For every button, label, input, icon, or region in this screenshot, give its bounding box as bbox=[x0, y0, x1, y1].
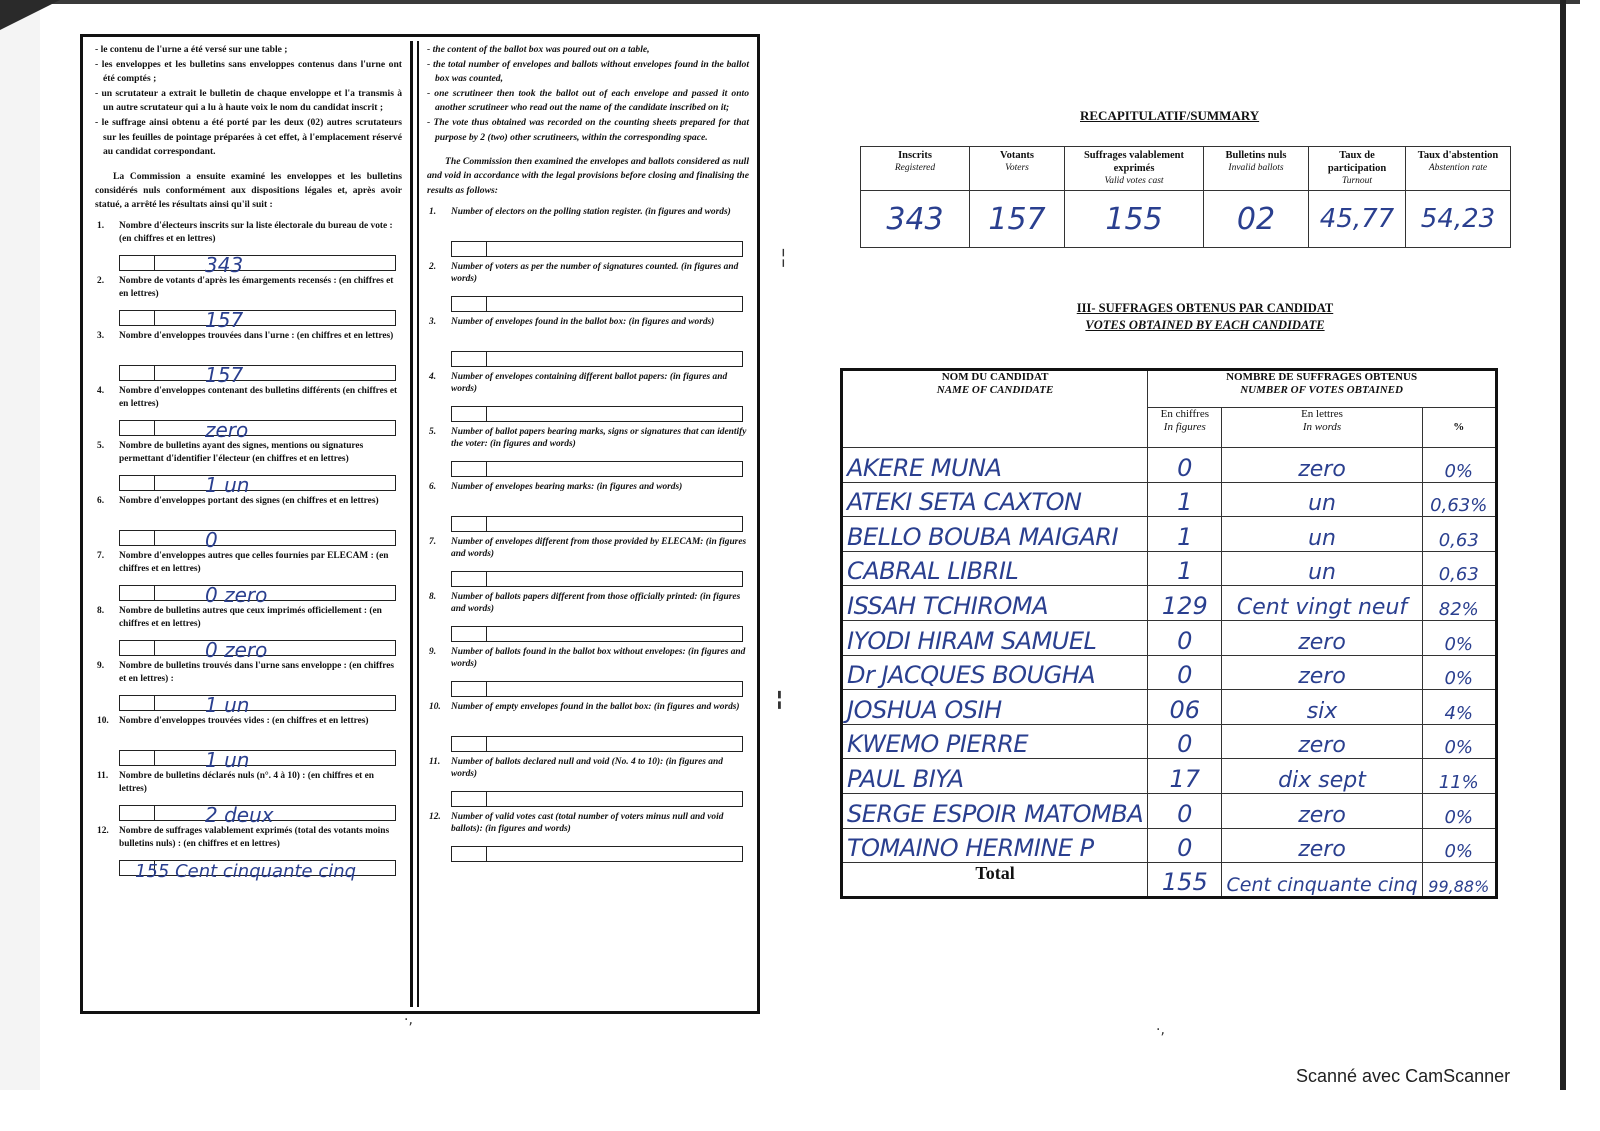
question-text bbox=[95, 550, 402, 575]
question-text bbox=[95, 385, 402, 410]
candidate-votes-words: Cent vingt neuf bbox=[1222, 586, 1422, 621]
english-bullet: - The vote thus obtained was recorded on the counting sheets prepared for that purpose by 2 (two) other scrutineers, within the corresponding space. bbox=[427, 116, 749, 143]
section-title-fr: III- SUFFRAGES OBTENUS PAR CANDIDAT bbox=[1076, 301, 1334, 315]
question-label: Number of valid votes cast (total number of voters minus null and void ballots): (in figures and words) bbox=[451, 811, 724, 835]
candidate-row bbox=[842, 655, 1497, 690]
answer-field[interactable] bbox=[119, 750, 396, 766]
question-text bbox=[427, 481, 749, 494]
question-label: Number of empty envelopes found in the ballot box: (in figures and words) bbox=[451, 701, 740, 712]
candidate-votes-figures: 0 bbox=[1148, 655, 1222, 690]
candidate-percent: 0% bbox=[1422, 793, 1496, 828]
candidate-name: SERGE ESPOIR MATOMBA bbox=[842, 793, 1148, 828]
question-text bbox=[427, 811, 749, 836]
question-number: 7. bbox=[429, 536, 437, 547]
handwritten-answer: zero bbox=[205, 418, 249, 443]
candidate-name: JOSHUA OSIH bbox=[842, 690, 1148, 725]
handwritten-answer: 157 bbox=[205, 363, 244, 388]
left-page-form bbox=[80, 34, 760, 1014]
candidate-row bbox=[842, 759, 1497, 794]
candidate-row bbox=[842, 828, 1497, 863]
candidate-votes-words: zero bbox=[1222, 724, 1422, 759]
total-figures: 155 bbox=[1148, 863, 1222, 898]
question-text bbox=[95, 770, 402, 795]
candidate-votes-words: zero bbox=[1222, 620, 1422, 655]
question-number: 12. bbox=[429, 811, 441, 822]
question-label: Number of envelopes bearing marks: (in figures and words) bbox=[451, 481, 683, 492]
question-number: 9. bbox=[97, 661, 105, 672]
candidate-row bbox=[842, 448, 1497, 483]
candidate-percent: 0% bbox=[1422, 724, 1496, 759]
form-question bbox=[427, 591, 749, 646]
answer-field[interactable] bbox=[451, 846, 743, 862]
handwritten-answer: 343 bbox=[205, 253, 244, 278]
candidate-percent: 4% bbox=[1422, 690, 1496, 725]
question-label: Nombre d'enveloppes autres que celles fournies par ELECAM : (en chiffres et en lettres) bbox=[119, 551, 389, 574]
form-question bbox=[95, 770, 402, 828]
answer-field[interactable] bbox=[451, 571, 743, 587]
candidate-votes-words: un bbox=[1222, 517, 1422, 552]
answer-field[interactable] bbox=[119, 475, 396, 491]
french-bullet: - le suffrage ainsi obtenu a été porté par les deux (02) autres scrutateurs sur les feuilles de pointage préparées à cet effet, à l'emplacement réservé au candidat correspondant. bbox=[95, 116, 402, 158]
question-number: 6. bbox=[429, 481, 437, 492]
page-edge-top bbox=[40, 0, 1580, 4]
question-label: Number of voters as per the number of signatures counted. (in figures and words) bbox=[451, 261, 739, 285]
question-text bbox=[95, 660, 402, 685]
form-question bbox=[427, 811, 749, 866]
header-fr: Suffrages valablement exprimés bbox=[1083, 150, 1185, 174]
candidate-votes-words: zero bbox=[1222, 448, 1422, 483]
question-label: Number of envelopes containing different ballot papers: (in figures and words) bbox=[451, 371, 728, 395]
answer-field[interactable] bbox=[119, 530, 396, 546]
header-en: In words bbox=[1302, 421, 1342, 433]
summary-header-valid bbox=[1065, 147, 1204, 191]
form-question bbox=[95, 385, 402, 443]
candidate-name: AKERE MUNA bbox=[842, 448, 1148, 483]
summary-table bbox=[860, 146, 1511, 248]
question-number: 4. bbox=[97, 386, 105, 397]
handwritten-answer: 0 zero bbox=[205, 583, 268, 608]
column-header-figures bbox=[1148, 408, 1222, 448]
english-bullet: - one scrutineer then took the ballot out of each envelope and passed it onto another scrutineer who read out the name of the candidate inscribed on it; bbox=[427, 87, 749, 114]
summary-value-voters: 157 bbox=[970, 191, 1065, 248]
candidate-votes-figures: 0 bbox=[1148, 448, 1222, 483]
handwritten-answer: 1 un bbox=[205, 693, 250, 718]
question-text bbox=[95, 495, 402, 508]
candidate-row bbox=[842, 620, 1497, 655]
french-procedure-list bbox=[95, 43, 402, 160]
candidate-name: CABRAL LIBRIL bbox=[842, 551, 1148, 586]
form-question bbox=[427, 371, 749, 426]
form-question bbox=[95, 495, 402, 553]
form-question bbox=[95, 605, 402, 663]
candidate-votes-figures: 0 bbox=[1148, 793, 1222, 828]
summary-value-abstention: 54,23 bbox=[1406, 191, 1511, 248]
question-text bbox=[95, 440, 402, 465]
header-en: Abstention rate bbox=[1428, 163, 1488, 173]
form-question bbox=[427, 701, 749, 756]
candidate-name: ISSAH TCHIROMA bbox=[842, 586, 1148, 621]
summary-header-voters bbox=[970, 147, 1065, 191]
header-en: Turnout bbox=[1341, 176, 1373, 186]
question-label: Nombre d'enveloppes trouvées dans l'urne : (en chiffres et en lettres) bbox=[119, 331, 394, 342]
question-number: 5. bbox=[429, 426, 437, 437]
candidate-percent: 0,63% bbox=[1422, 482, 1496, 517]
candidate-votes-figures: 0 bbox=[1148, 620, 1222, 655]
answer-field[interactable] bbox=[451, 516, 743, 532]
header-fr: Bulletins nuls bbox=[1225, 150, 1287, 161]
section-title bbox=[1040, 300, 1370, 334]
handwritten-answer: 1 un bbox=[205, 748, 250, 773]
question-label: Number of envelopes different from those provided by ELECAM: (in figures and words) bbox=[451, 536, 747, 560]
header-fr: Inscrits bbox=[898, 150, 932, 161]
answer-field[interactable] bbox=[451, 461, 743, 477]
header-fr: Taux de participation bbox=[1327, 150, 1387, 174]
question-label: Nombre de bulletins trouvés dans l'urne sans enveloppe : (en chiffres et en lettres) : bbox=[119, 661, 395, 684]
question-label: Nombre de bulletins ayant des signes, mentions ou signatures permettant d'identifier l'électeur (en chiffres et en lettres) bbox=[119, 441, 364, 464]
question-text bbox=[427, 646, 749, 671]
summary-header-invalid bbox=[1204, 147, 1309, 191]
page-edge-right bbox=[1560, 0, 1566, 1090]
question-number: 10. bbox=[97, 716, 109, 727]
candidate-votes-words: zero bbox=[1222, 828, 1422, 863]
header-fr: En chiffres bbox=[1160, 408, 1209, 420]
margin-mark: ╏ bbox=[774, 690, 785, 711]
question-label: Nombre de votants d'après les émargements recensés : (en chiffres et en lettres) bbox=[119, 276, 394, 299]
question-label: Nombre de suffrages valablement exprimés (total des votants moins bulletins nuls) : (en chiffres et en lettres) bbox=[119, 826, 390, 849]
candidate-name: BELLO BOUBA MAIGARI bbox=[842, 517, 1148, 552]
candidate-row bbox=[842, 793, 1497, 828]
question-text bbox=[427, 261, 749, 286]
candidates-table bbox=[840, 368, 1498, 899]
handwritten-answer: 157 bbox=[205, 308, 244, 333]
question-number: 2. bbox=[97, 276, 105, 287]
header-fr: Taux d'abstention bbox=[1417, 150, 1499, 161]
question-text bbox=[427, 536, 749, 561]
french-bullet: - le contenu de l'urne a été versé sur une table ; bbox=[95, 44, 288, 55]
header-en: Invalid ballots bbox=[1228, 163, 1284, 173]
question-number: 3. bbox=[97, 331, 105, 342]
form-question bbox=[95, 825, 402, 883]
header-fr: NOM DU CANDIDAT bbox=[941, 371, 1049, 383]
candidate-votes-figures: 1 bbox=[1148, 482, 1222, 517]
english-bullet: - the content of the ballot box was poured out on a table, bbox=[427, 44, 650, 55]
column-header-votes bbox=[1148, 370, 1497, 408]
answer-field[interactable] bbox=[451, 791, 743, 807]
summary-value-invalid: 02 bbox=[1204, 191, 1309, 248]
handwritten-answer: 2 deux bbox=[205, 803, 274, 828]
summary-header-registered bbox=[861, 147, 970, 191]
question-text bbox=[427, 206, 749, 219]
question-number: 8. bbox=[429, 591, 437, 602]
form-question bbox=[95, 220, 402, 278]
candidate-name: TOMAINO HERMINE P bbox=[842, 828, 1148, 863]
question-label: Nombre d'enveloppes portant des signes (en chiffres et en lettres) bbox=[119, 496, 379, 507]
candidate-votes-figures: 1 bbox=[1148, 551, 1222, 586]
french-bullet: - un scrutateur a extrait le bulletin de chaque enveloppe et l'a transmis à un autre scrutateur qui a lu à haute voix le nom du candidat inscrit ; bbox=[95, 87, 402, 114]
header-en: Registered bbox=[894, 163, 936, 173]
answer-field[interactable] bbox=[119, 255, 396, 271]
candidate-votes-words: zero bbox=[1222, 655, 1422, 690]
form-question bbox=[427, 481, 749, 536]
question-label: Number of envelopes found in the ballot box: (in figures and words) bbox=[451, 316, 715, 327]
form-question bbox=[95, 660, 402, 718]
summary-value-valid: 155 bbox=[1065, 191, 1204, 248]
handwritten-answer: 1 un bbox=[205, 473, 250, 498]
answer-field[interactable] bbox=[451, 241, 743, 257]
answer-field[interactable] bbox=[119, 310, 396, 326]
scan-speck: ·, bbox=[404, 1012, 413, 1028]
form-question bbox=[427, 756, 749, 811]
answer-field[interactable] bbox=[119, 420, 396, 436]
header-fr: En lettres bbox=[1301, 408, 1343, 420]
answer-field[interactable] bbox=[451, 351, 743, 367]
question-label: Number of ballots found in the ballot box without envelopes: (in figures and words) bbox=[451, 646, 746, 670]
candidate-votes-words: six bbox=[1222, 690, 1422, 725]
column-header-words bbox=[1222, 408, 1422, 448]
question-number: 7. bbox=[97, 551, 105, 562]
form-question bbox=[427, 646, 749, 701]
scan-speck: ·, bbox=[1156, 1022, 1165, 1038]
question-label: Nombre d'électeurs inscrits sur la liste électorale du bureau de vote : (en chiffres et en lettres) bbox=[119, 221, 393, 244]
candidate-votes-figures: 06 bbox=[1148, 690, 1222, 725]
question-number: 9. bbox=[429, 646, 437, 657]
candidate-percent: 0% bbox=[1422, 655, 1496, 690]
candidate-row bbox=[842, 724, 1497, 759]
question-text bbox=[427, 426, 749, 451]
summary-title: RECAPITULATIF/SUMMARY bbox=[1080, 108, 1260, 123]
question-label: Number of ballots papers different from those officially printed: (in figures and words) bbox=[451, 591, 741, 615]
question-number: 2. bbox=[429, 261, 437, 272]
question-number: 11. bbox=[97, 771, 109, 782]
question-number: 1. bbox=[97, 221, 105, 232]
header-fr: NOMBRE DE SUFFRAGES OBTENUS bbox=[1226, 371, 1418, 383]
summary-header-abstention bbox=[1406, 147, 1511, 191]
question-number: 4. bbox=[429, 371, 437, 382]
form-question bbox=[427, 261, 749, 316]
candidate-votes-words: un bbox=[1222, 551, 1422, 586]
form-question bbox=[427, 206, 749, 261]
candidate-percent: 0,63 bbox=[1422, 551, 1496, 586]
question-number: 1. bbox=[429, 206, 437, 217]
question-number: 11. bbox=[429, 756, 441, 767]
header-en: Valid votes cast bbox=[1104, 176, 1164, 186]
answer-field[interactable] bbox=[451, 296, 743, 312]
handwritten-answer: 155 Cent cinquante cinq bbox=[135, 861, 357, 883]
candidate-name: Dr JACQUES BOUGHA bbox=[842, 655, 1148, 690]
candidate-name: KWEMO PIERRE bbox=[842, 724, 1148, 759]
total-percent: 99,88% bbox=[1422, 863, 1496, 898]
english-column bbox=[417, 41, 757, 1007]
candidate-name: IYODI HIRAM SAMUEL bbox=[842, 620, 1148, 655]
question-text bbox=[95, 220, 402, 245]
question-label: Number of ballots declared null and void (No. 4 to 10): (in figures and words) bbox=[451, 756, 723, 780]
question-text bbox=[427, 591, 749, 616]
header-en: NUMBER OF VOTES OBTAINED bbox=[1240, 384, 1403, 396]
english-questions bbox=[427, 206, 749, 866]
summary-header-turnout bbox=[1309, 147, 1406, 191]
french-intro: La Commission a ensuite examiné les enveloppes et les bulletins considérés nuls conformément aux dispositions légales et, après avoir statué, a arrêté les résultats ainsi qu'il suit : bbox=[95, 170, 402, 211]
question-number: 6. bbox=[97, 496, 105, 507]
question-label: Nombre de bulletins déclarés nuls (n°. 4 à 10) : (en chiffres et en lettres) bbox=[119, 771, 374, 794]
candidate-percent: 0% bbox=[1422, 828, 1496, 863]
margin-mark: ╎ bbox=[778, 248, 789, 269]
question-text bbox=[427, 316, 749, 329]
question-text bbox=[427, 701, 749, 714]
question-text bbox=[427, 756, 749, 781]
form-question bbox=[95, 550, 402, 608]
candidate-name: ATEKI SETA CAXTON bbox=[842, 482, 1148, 517]
column-header-percent: % bbox=[1422, 408, 1496, 448]
column-header-name bbox=[842, 370, 1148, 448]
candidate-row bbox=[842, 690, 1497, 725]
form-question bbox=[95, 715, 402, 773]
question-number: 12. bbox=[97, 826, 109, 837]
english-bullet: - the total number of envelopes and ballots without envelopes found in the ballot box was counted, bbox=[427, 58, 749, 85]
candidate-votes-words: dix sept bbox=[1222, 759, 1422, 794]
answer-field[interactable] bbox=[119, 365, 396, 381]
candidate-row bbox=[842, 482, 1497, 517]
question-label: Number of ballot papers bearing marks, signs or signatures that can identify the voter: (in figures and words) bbox=[451, 426, 747, 450]
header-en: In figures bbox=[1163, 421, 1206, 433]
french-bullet: - les enveloppes et les bulletins sans enveloppes contenus dans l'urne ont été comptés ; bbox=[95, 58, 402, 85]
question-text bbox=[95, 715, 402, 728]
question-label: Nombre d'enveloppes trouvées vides : (en chiffres et en lettres) bbox=[119, 716, 369, 727]
french-column bbox=[87, 41, 413, 1007]
candidate-votes-figures: 1 bbox=[1148, 517, 1222, 552]
answer-field[interactable] bbox=[451, 406, 743, 422]
answer-field[interactable] bbox=[451, 736, 743, 752]
header-en: Voters bbox=[1005, 163, 1029, 173]
form-question bbox=[427, 316, 749, 371]
question-label: Nombre de bulletins autres que ceux imprimés officiellement : (en chiffres et en lettres) bbox=[119, 606, 382, 629]
summary-value-turnout: 45,77 bbox=[1309, 191, 1406, 248]
form-question bbox=[95, 330, 402, 388]
candidate-rows bbox=[842, 448, 1497, 863]
total-words: Cent cinquante cinq bbox=[1222, 863, 1422, 898]
question-label: Number of electors on the polling station register. (in figures and words) bbox=[451, 206, 731, 217]
summary-value-registered: 343 bbox=[861, 191, 970, 248]
question-text bbox=[95, 605, 402, 630]
answer-field[interactable] bbox=[451, 626, 743, 642]
candidate-row bbox=[842, 551, 1497, 586]
page-edge-left bbox=[0, 0, 40, 1090]
camscanner-watermark: Scanné avec CamScanner bbox=[1296, 1066, 1511, 1086]
candidate-percent: 0% bbox=[1422, 620, 1496, 655]
form-question bbox=[427, 536, 749, 591]
french-questions bbox=[95, 220, 402, 883]
question-text bbox=[427, 371, 749, 396]
question-number: 10. bbox=[429, 701, 441, 712]
candidate-votes-figures: 0 bbox=[1148, 828, 1222, 863]
header-en: NAME OF CANDIDATE bbox=[936, 384, 1054, 396]
candidate-percent: 0% bbox=[1422, 448, 1496, 483]
candidate-votes-words: zero bbox=[1222, 793, 1422, 828]
candidate-percent: 11% bbox=[1422, 759, 1496, 794]
candidate-votes-words: un bbox=[1222, 482, 1422, 517]
candidate-votes-figures: 129 bbox=[1148, 586, 1222, 621]
answer-field[interactable] bbox=[451, 681, 743, 697]
candidate-votes-figures: 17 bbox=[1148, 759, 1222, 794]
question-number: 8. bbox=[97, 606, 105, 617]
candidate-percent: 0,63 bbox=[1422, 517, 1496, 552]
question-text bbox=[95, 275, 402, 300]
english-intro: The Commission then examined the envelopes and ballots considered as null and void in accordance with the legal provisions before closing and finalising the results as follows: bbox=[427, 156, 749, 196]
handwritten-answer: 0 zero bbox=[205, 638, 268, 663]
english-procedure-list bbox=[427, 43, 749, 145]
candidate-row bbox=[842, 586, 1497, 621]
question-text bbox=[95, 330, 402, 343]
candidate-votes-figures: 0 bbox=[1148, 724, 1222, 759]
question-number: 5. bbox=[97, 441, 105, 452]
form-question bbox=[95, 440, 402, 498]
form-question bbox=[427, 426, 749, 481]
handwritten-answer: 0 bbox=[205, 528, 218, 553]
candidate-name: PAUL BIYA bbox=[842, 759, 1148, 794]
header-fr: Votants bbox=[999, 150, 1035, 161]
question-label: Nombre d'enveloppes contenant des bulletins différents (en chiffres et en lettres) bbox=[119, 386, 398, 409]
form-question bbox=[95, 275, 402, 333]
candidate-percent: 82% bbox=[1422, 586, 1496, 621]
question-text bbox=[95, 825, 402, 850]
question-number: 3. bbox=[429, 316, 437, 327]
candidate-row bbox=[842, 517, 1497, 552]
total-label: Total bbox=[842, 863, 1148, 898]
section-title-en: VOTES OBTAINED BY EACH CANDIDATE bbox=[1085, 318, 1325, 332]
answer-field[interactable] bbox=[119, 695, 396, 711]
